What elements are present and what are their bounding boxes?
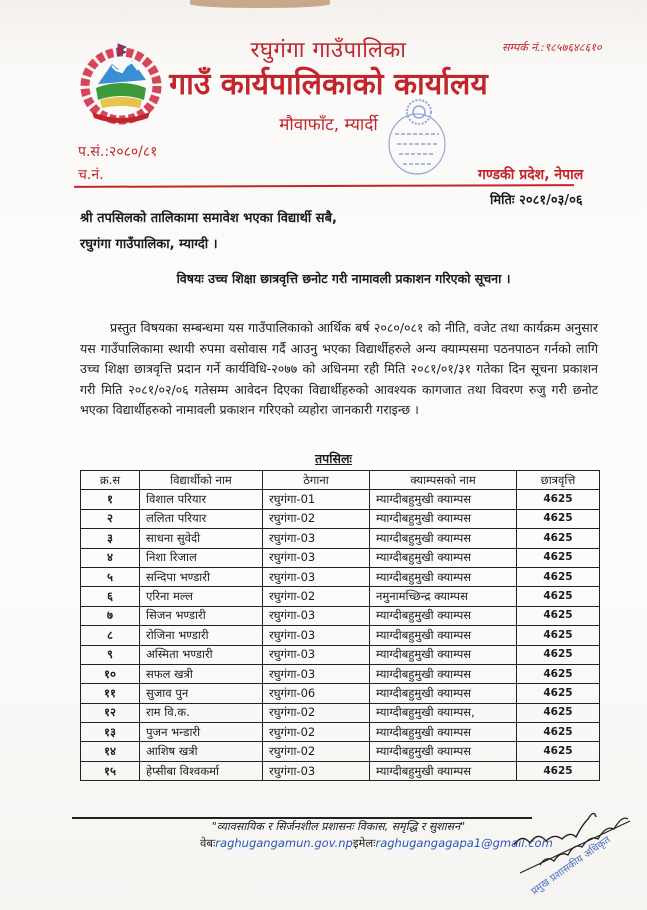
campus-cell: म्याग्दीबहुमुखी क्याम्पस xyxy=(370,509,517,528)
student-name-cell: सिजन भण्डारी xyxy=(140,606,263,625)
address-cell: रघुगंगा-02 xyxy=(263,742,370,761)
serial-cell: १४ xyxy=(81,742,140,761)
address-cell: रघुगंगा-06 xyxy=(263,684,370,703)
addressee-line-2: रघुगंगा गाउँपालिका, म्याग्दी । xyxy=(80,237,218,252)
email-link[interactable]: raghugangagapa1@gmail.com xyxy=(375,836,553,850)
scholarship-amount-cell: 4625 xyxy=(517,684,600,703)
address-cell: रघुगंगा-03 xyxy=(263,567,370,586)
scholarship-amount-cell: 4625 xyxy=(517,703,600,722)
column-header-address: ठेगाना xyxy=(263,471,370,490)
address-cell: रघुगंगा-03 xyxy=(263,645,370,664)
campus-cell: म्याग्दीबहुमुखी क्याम्पस, xyxy=(370,703,517,722)
campus-cell: म्याग्दीबहुमुखी क्याम्पस xyxy=(370,684,517,703)
table-row xyxy=(81,703,600,722)
notice-body: प्रस्तुत विषयका सम्बन्धमा यस गाउँपालिकाको आर्थिक बर्ष २०८०/०८१ को नीति, वजेट तथा कार्यक्रम अनुसार यस गाउँपालिकामा स्थायी रुपमा वसोवास गर्दै आउनु भएका विद्यार्थीहरुले अन्य क्याम्पसमा पठनपाठन गर्नको लागि उच्च शिक्षा छात्रवृत्ति प्रदान गर्ने कार्यविधि-२०७७ को अधिनमा रही मिति २०८१/०१/३१ गतेका दिन सूचना प्रकाशन गरी मिति २०८१/०२/०६ गतेसम्म आवेदन दिएका विद्यार्थीहरुको आवश्यक कागजात तथा विवरण रुजु गरी छनोट भएका विद्यार्थीहरुको नामावली प्रकाशन गरिएको व्यहोरा जानकारी गराइन्छ । xyxy=(80,320,598,417)
campus-cell: म्याग्दीबहुमुखी क्याम्पस xyxy=(370,664,517,683)
address-cell: रघुगंगा-02 xyxy=(263,723,370,742)
address-cell: रघुगंगा-03 xyxy=(263,529,370,548)
contact-label: सम्पर्क नं.: xyxy=(502,41,545,54)
campus-cell: म्याग्दीबहुमुखी क्याम्पस xyxy=(370,723,517,742)
address-cell: रघुगंगा-02 xyxy=(263,703,370,722)
table-row xyxy=(81,548,600,567)
web-label: वेबः xyxy=(200,836,216,850)
reference-number: प.सं.:२०८०/८१ xyxy=(78,144,158,160)
student-name-cell: साधना सुवेदी xyxy=(140,529,263,548)
dispatch-number: च.नं. xyxy=(78,167,104,183)
column-header-scholarship: छात्रवृत्ति xyxy=(517,471,600,490)
table-row xyxy=(81,490,600,509)
student-name-cell: आशिष खत्री xyxy=(140,742,263,761)
serial-cell: ८ xyxy=(81,626,140,645)
table-row xyxy=(81,509,600,528)
paper-tear xyxy=(190,0,330,8)
office-seal-stamp-icon xyxy=(385,98,447,178)
column-header-serial: क्र.स xyxy=(81,471,140,490)
serial-cell: ३ xyxy=(81,529,140,548)
header-divider xyxy=(74,184,574,188)
student-name-cell: सुजाव पुन xyxy=(140,684,263,703)
table-row xyxy=(81,567,600,586)
student-name-cell: ललिता परियार xyxy=(140,509,263,528)
address-cell: रघुगंगा-02 xyxy=(263,509,370,528)
table-row xyxy=(81,626,600,645)
contact-number: ९८५७६४८६१० xyxy=(544,41,602,54)
serial-cell: १२ xyxy=(81,703,140,722)
municipality-name: रघुगंगा गाउँपालिका xyxy=(250,38,407,63)
table-row xyxy=(81,529,600,548)
address-cell: रघुगंगा-01 xyxy=(263,490,370,509)
address-cell: रघुगंगा-03 xyxy=(263,626,370,645)
serial-cell: १३ xyxy=(81,723,140,742)
campus-cell: नमुनामच्छिन्द्र क्याम्पस xyxy=(370,587,517,606)
address-cell: रघुगंगा-03 xyxy=(263,548,370,567)
campus-cell: म्याग्दीबहुमुखी क्याम्पस xyxy=(370,626,517,645)
scholarship-amount-cell: 4625 xyxy=(517,509,600,528)
table-body xyxy=(81,490,600,781)
serial-cell: ९ xyxy=(81,645,140,664)
student-name-cell: राम वि.क. xyxy=(140,703,263,722)
campus-cell: म्याग्दीबहुमुखी क्याम्पस xyxy=(370,606,517,625)
signature-stamp-text: प्रमुख प्रशासकीय अधिकृत xyxy=(529,834,613,898)
contact-info xyxy=(502,40,602,55)
table-caption: तपसिलः xyxy=(315,451,352,466)
student-name-cell: पुजन भन्डारी xyxy=(140,723,263,742)
student-name-cell: हेप्सीबा विश्वकर्मा xyxy=(140,761,263,780)
student-name-cell: निशा रिजाल xyxy=(140,548,263,567)
campus-cell: म्याग्दीबहुमुखी क्याम्पस xyxy=(370,761,517,780)
serial-cell: १५ xyxy=(81,761,140,780)
scholarship-amount-cell: 4625 xyxy=(517,606,600,625)
addressee-line-1: श्री तपसिलको तालिकामा समावेश भएका विद्यार्थी सबै, xyxy=(80,211,337,226)
serial-cell: ६ xyxy=(81,587,140,606)
office-name: गाउँ कार्यपालिकाको कार्यालय xyxy=(169,67,488,102)
campus-cell: म्याग्दीबहुमुखी क्याम्पस xyxy=(370,567,517,586)
scholarship-amount-cell: 4625 xyxy=(517,548,600,567)
scholarship-amount-cell: 4625 xyxy=(517,587,600,606)
table-row xyxy=(81,664,600,683)
signature-icon xyxy=(510,795,647,910)
serial-cell: २ xyxy=(81,509,140,528)
serial-cell: १ xyxy=(81,490,140,509)
student-name-cell: एरिना मल्ल xyxy=(140,587,263,606)
column-header-campus: क्याम्पसको नाम xyxy=(370,471,517,490)
address-cell: रघुगंगा-03 xyxy=(263,606,370,625)
notice-date: मितिः २०८१/०३/०६ xyxy=(490,193,583,208)
address-cell: रघुगंगा-03 xyxy=(263,761,370,780)
notice-subject: विषयः उच्च शिक्षा छात्रवृत्ति छनोट गरी नामावली प्रकाशन गरिएको सूचना । xyxy=(176,271,511,286)
scholarship-amount-cell: 4625 xyxy=(517,742,600,761)
student-name-cell: सफल खत्री xyxy=(140,664,263,683)
scholarship-amount-cell: 4625 xyxy=(517,567,600,586)
campus-cell: म्याग्दीबहुमुखी क्याम्पस xyxy=(370,490,517,509)
footer-contacts xyxy=(200,836,553,851)
serial-cell: ११ xyxy=(81,684,140,703)
serial-cell: ५ xyxy=(81,567,140,586)
campus-cell: म्याग्दीबहुमुखी क्याम्पस xyxy=(370,548,517,567)
student-name-cell: विशाल परियार xyxy=(140,490,263,509)
province-name: गण्डकी प्रदेश, नेपाल xyxy=(478,167,584,183)
address-cell: रघुगंगा-02 xyxy=(263,587,370,606)
student-name-cell: सन्दिपा भण्डारी xyxy=(140,567,263,586)
scholarship-table xyxy=(80,470,600,781)
table-header-row xyxy=(81,471,600,490)
scholarship-amount-cell: 4625 xyxy=(517,723,600,742)
student-name-cell: अस्मिता भण्डारी xyxy=(140,645,263,664)
scholarship-amount-cell: 4625 xyxy=(517,645,600,664)
table-row xyxy=(81,761,600,780)
website-link[interactable]: raghugangamun.gov.np xyxy=(215,836,353,850)
scholarship-amount-cell: 4625 xyxy=(517,664,600,683)
footer-slogan: "व्यावसायिक र सिर्जनशील प्रशासनः विकास, समृद्धि र सुशासन" xyxy=(211,820,466,833)
scholarship-amount-cell: 4625 xyxy=(517,761,600,780)
serial-cell: ४ xyxy=(81,548,140,567)
scholarship-amount-cell: 4625 xyxy=(517,626,600,645)
table-row xyxy=(81,742,600,761)
table-row xyxy=(81,684,600,703)
email-label: इमेलः xyxy=(352,836,376,850)
campus-cell: म्याग्दीबहुमुखी क्याम्पस xyxy=(370,645,517,664)
serial-cell: १० xyxy=(81,664,140,683)
campus-cell: म्याग्दीबहुमुखी क्याम्पस xyxy=(370,742,517,761)
office-location: मौवाफाँट, म्यार्दी xyxy=(279,115,378,135)
scholarship-amount-cell: 4625 xyxy=(517,529,600,548)
column-header-student-name: विद्यार्थीको नाम xyxy=(140,471,263,490)
student-name-cell: रोजिना भण्डारी xyxy=(140,626,263,645)
table-row xyxy=(81,606,600,625)
address-cell: रघुगंगा-03 xyxy=(263,664,370,683)
campus-cell: म्याग्दीबहुमुखी क्याम्पस xyxy=(370,529,517,548)
scholarship-amount-cell: 4625 xyxy=(517,490,600,509)
table-row xyxy=(81,723,600,742)
serial-cell: ७ xyxy=(81,606,140,625)
table-row xyxy=(81,645,600,664)
table-row xyxy=(81,587,600,606)
